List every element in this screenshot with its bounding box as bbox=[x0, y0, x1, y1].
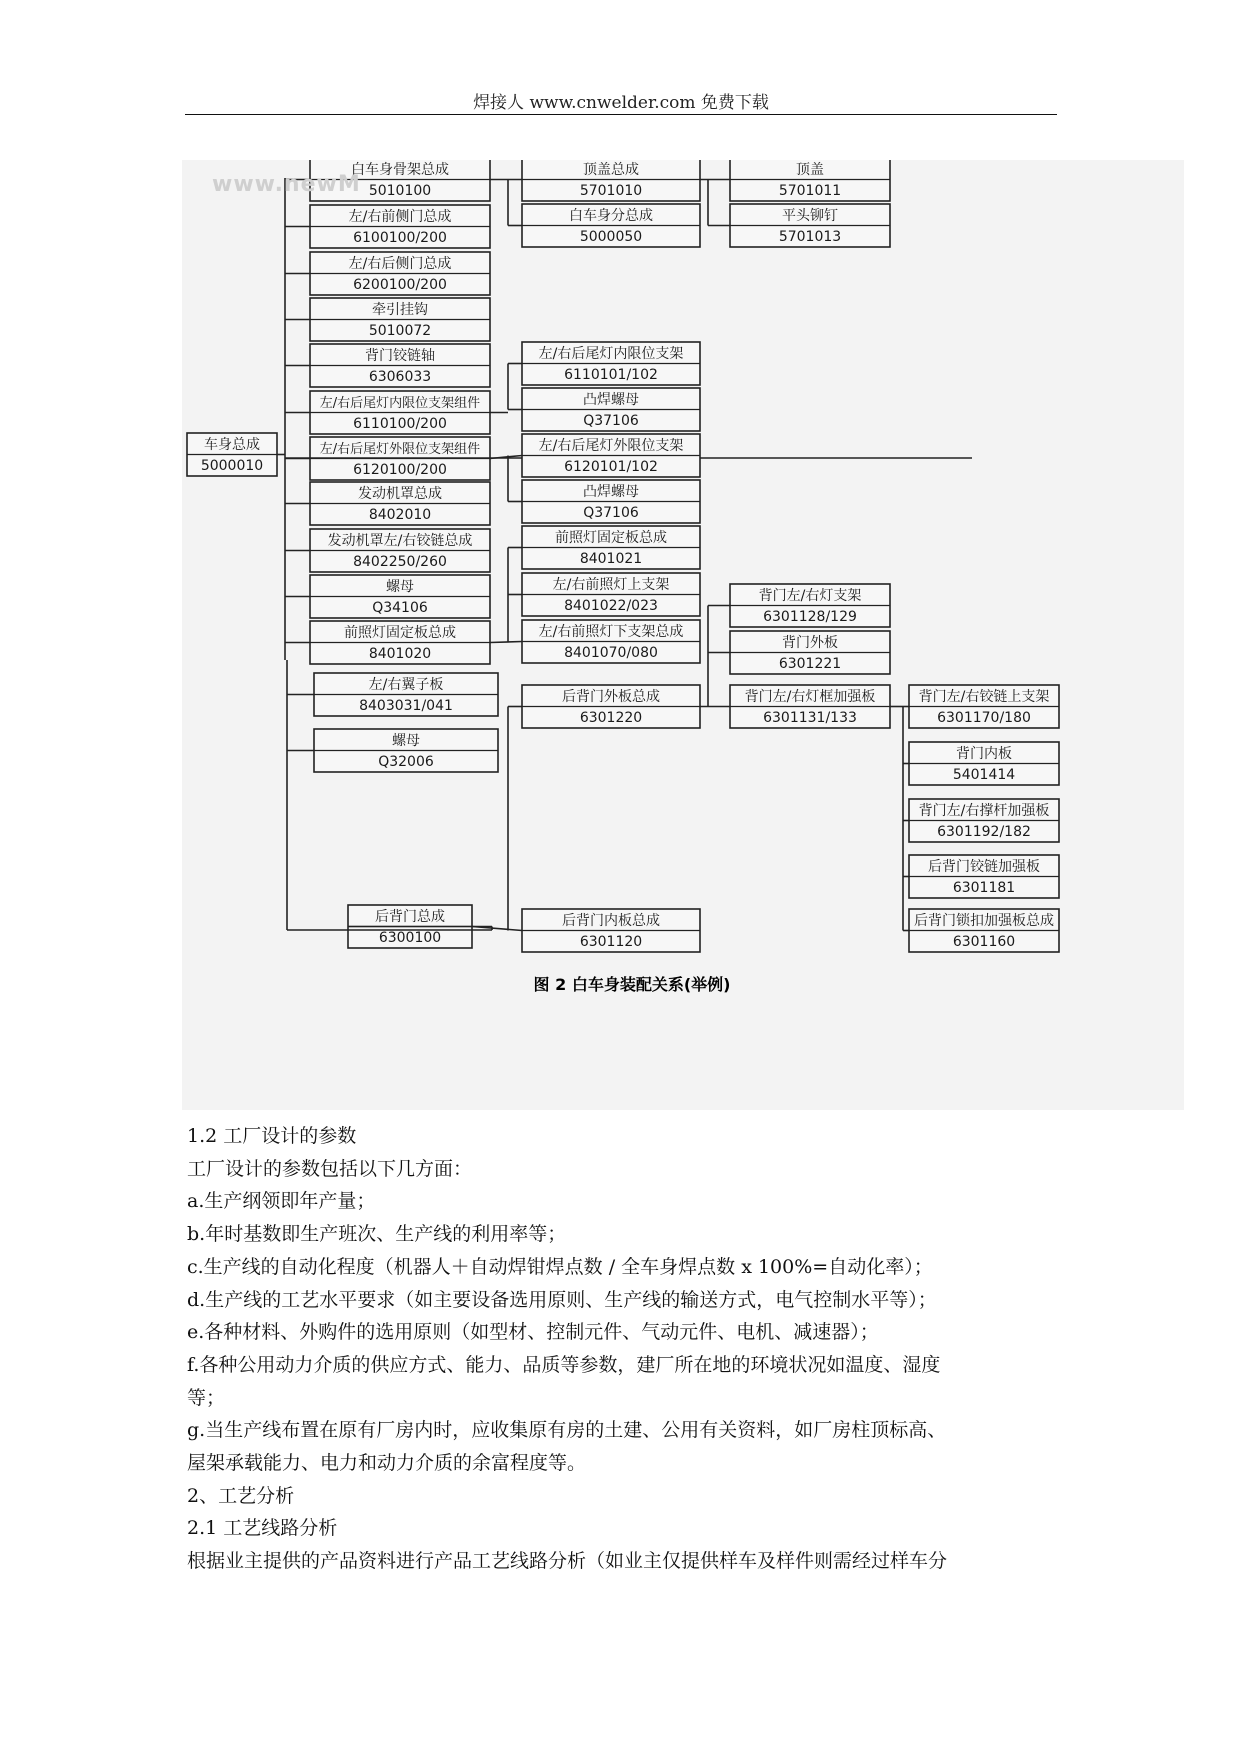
body-line: 根据业主提供的产品资料进行产品工艺线路分析（如业主仅提供样车及样件则需经过样车分 bbox=[187, 1550, 948, 1573]
part-code: 6301131/133 bbox=[763, 710, 857, 726]
part-code: Q37106 bbox=[583, 413, 639, 429]
part-name: 凸焊螺母 bbox=[583, 484, 639, 500]
part-code: 6100100/200 bbox=[353, 230, 447, 246]
part-name: 背门内板 bbox=[956, 746, 1012, 762]
connector-line bbox=[490, 642, 522, 643]
header-rule bbox=[185, 114, 1057, 115]
part-code: 8402250/260 bbox=[353, 554, 447, 570]
part-code: 5000050 bbox=[579, 229, 643, 245]
part-code: 6306033 bbox=[368, 369, 432, 385]
part-box bbox=[909, 742, 1059, 785]
part-code: 6301181 bbox=[952, 880, 1016, 896]
part-box bbox=[310, 575, 490, 618]
part-code: 8401022/023 bbox=[564, 598, 658, 614]
part-box bbox=[909, 855, 1059, 898]
part-name: 发动机罩总成 bbox=[358, 486, 442, 502]
part-code: 5010100 bbox=[368, 183, 432, 199]
part-box bbox=[310, 252, 490, 295]
part-box bbox=[730, 685, 890, 728]
part-code: 6301170/180 bbox=[937, 710, 1031, 726]
part-code: Q32006 bbox=[378, 754, 434, 770]
body-line: 屋架承载能力、电力和动力介质的余富程度等。 bbox=[187, 1452, 587, 1475]
assembly-tree-svg bbox=[182, 160, 1184, 1110]
part-code: 6300100 bbox=[378, 930, 442, 946]
part-code: 6110101/102 bbox=[564, 367, 658, 383]
part-name: 后背门锁扣加强板总成 bbox=[914, 913, 1054, 929]
part-code: 5701010 bbox=[579, 183, 643, 199]
part-box bbox=[314, 673, 498, 716]
part-code: 6120100/200 bbox=[353, 462, 447, 478]
part-name: 背门左/右撑杆加强板 bbox=[918, 803, 1050, 819]
part-name: 背门左/右铰链上支架 bbox=[918, 689, 1050, 705]
part-name: 后背门内板总成 bbox=[562, 913, 660, 929]
body-line: 等； bbox=[187, 1386, 226, 1409]
part-name: 发动机罩左/右铰链总成 bbox=[327, 533, 473, 549]
part-name: 背门铰链轴 bbox=[365, 348, 435, 364]
part-box bbox=[522, 573, 700, 616]
part-name: 白车身骨架总成 bbox=[351, 162, 449, 178]
part-code: 8401020 bbox=[368, 646, 432, 662]
part-box bbox=[522, 909, 700, 952]
body-line: d.生产线的工艺水平要求（如主要设备选用原则、生产线的输送方式，电气控制水平等）； bbox=[187, 1288, 937, 1311]
body-line: 1.2 工厂设计的参数 bbox=[187, 1125, 357, 1147]
part-code: 6120101/102 bbox=[564, 459, 658, 475]
part-name: 螺母 bbox=[392, 733, 420, 749]
part-name: 左/右前照灯下支架总成 bbox=[538, 624, 684, 640]
part-name: 顶盖 bbox=[796, 162, 824, 178]
part-code: 6301192/182 bbox=[937, 824, 1031, 840]
part-name: 左/右前侧门总成 bbox=[348, 209, 452, 225]
part-box bbox=[730, 584, 890, 627]
page-header: 焊接人 www.cnwelder.com 免费下载 bbox=[473, 93, 769, 113]
part-code: 5401414 bbox=[952, 767, 1016, 783]
part-name: 背门左/右灯框加强板 bbox=[744, 689, 876, 705]
part-box bbox=[310, 529, 490, 572]
part-box bbox=[522, 434, 700, 477]
part-box bbox=[522, 342, 700, 385]
part-box bbox=[187, 433, 277, 476]
body-line: f.各种公用动力介质的供应方式、能力、品质等参数，建厂所在地的环境状况如温度、湿度 bbox=[187, 1353, 941, 1376]
part-box bbox=[310, 482, 490, 525]
part-box bbox=[310, 298, 490, 341]
part-box bbox=[522, 160, 700, 201]
body-line: 工厂设计的参数包括以下几方面： bbox=[187, 1157, 473, 1180]
part-code: 5701013 bbox=[778, 229, 842, 245]
part-name: 牵引挂钩 bbox=[372, 302, 428, 318]
part-name: 左/右后尾灯外限位支架 bbox=[538, 438, 684, 454]
part-name: 前照灯固定板总成 bbox=[555, 530, 667, 546]
part-name: 左/右后尾灯内限位支架组件 bbox=[319, 396, 481, 411]
part-name: 凸焊螺母 bbox=[583, 392, 639, 408]
part-name: 白车身分总成 bbox=[569, 208, 653, 224]
body-line: 2.1 工艺线路分析 bbox=[187, 1517, 338, 1540]
part-box bbox=[310, 391, 490, 434]
part-name: 后背门外板总成 bbox=[562, 689, 660, 705]
part-code: Q34106 bbox=[372, 600, 428, 616]
part-name: 螺母 bbox=[386, 579, 414, 595]
part-name: 车身总成 bbox=[204, 437, 260, 453]
part-box bbox=[522, 526, 700, 569]
figure-caption: 图 2 白车身装配关系(举例) bbox=[533, 975, 731, 994]
part-name: 左/右后侧门总成 bbox=[348, 256, 452, 272]
part-code: 6301160 bbox=[952, 934, 1016, 950]
part-code: 6301221 bbox=[778, 656, 842, 672]
part-name: 后背门总成 bbox=[375, 909, 445, 925]
body-line: a.生产纲领即年产量； bbox=[187, 1190, 376, 1213]
part-name: 后背门铰链加强板 bbox=[928, 859, 1040, 875]
part-code: 6200100/200 bbox=[353, 277, 447, 293]
part-name: 顶盖总成 bbox=[583, 162, 639, 178]
part-name: 左/右后尾灯内限位支架 bbox=[538, 346, 684, 362]
part-box bbox=[909, 685, 1059, 728]
part-code: 5000010 bbox=[200, 458, 264, 474]
body-text bbox=[187, 1120, 1067, 1578]
part-box bbox=[310, 205, 490, 248]
part-code: 6110100/200 bbox=[353, 416, 447, 432]
part-box bbox=[730, 204, 890, 247]
body-line: e.各种材料、外购件的选用原则（如型材、控制元件、气动元件、电机、减速器）； bbox=[187, 1321, 879, 1344]
body-line: b.年时基数即生产班次、生产线的利用率等； bbox=[187, 1223, 567, 1246]
body-line: g.当生产线布置在原有厂房内时，应收集原有房的土建、公用有关资料，如厂房柱顶标高、 bbox=[187, 1419, 947, 1442]
part-box bbox=[522, 620, 700, 663]
part-code: Q37106 bbox=[583, 505, 639, 521]
part-box bbox=[909, 909, 1059, 952]
body-line: 2、工艺分析 bbox=[187, 1484, 295, 1507]
part-code: 5010072 bbox=[368, 323, 432, 339]
part-name: 背门外板 bbox=[782, 635, 838, 651]
part-box bbox=[730, 160, 890, 201]
part-box bbox=[522, 480, 700, 523]
part-code: 6301120 bbox=[579, 934, 643, 950]
part-box bbox=[909, 799, 1059, 842]
part-name: 左/右后尾灯外限位支架组件 bbox=[319, 442, 481, 457]
part-code: 8402010 bbox=[368, 507, 432, 523]
part-code: 8401070/080 bbox=[564, 645, 658, 661]
part-name: 平头铆钉 bbox=[782, 208, 838, 224]
body-line: c.生产线的自动化程度（机器人＋自动焊钳焊点数 / 全车身焊点数 x 100%=自动化率）； bbox=[187, 1255, 933, 1278]
part-code: 6301128/129 bbox=[763, 609, 857, 625]
part-box bbox=[730, 631, 890, 674]
part-box bbox=[522, 685, 700, 728]
part-code: 5701011 bbox=[778, 183, 842, 199]
part-code: 6301220 bbox=[579, 710, 643, 726]
part-box bbox=[522, 204, 700, 247]
assembly-diagram bbox=[182, 160, 1184, 1110]
part-box bbox=[310, 621, 490, 664]
part-name: 背门左/右灯支架 bbox=[758, 588, 862, 604]
part-name: 前照灯固定板总成 bbox=[344, 625, 456, 641]
part-code: 8401021 bbox=[579, 551, 643, 567]
part-box bbox=[310, 344, 490, 387]
watermark: www.newM bbox=[212, 172, 361, 197]
part-box bbox=[522, 388, 700, 431]
part-box bbox=[314, 729, 498, 772]
part-name: 左/右翼子板 bbox=[368, 677, 444, 693]
part-name: 左/右前照灯上支架 bbox=[552, 577, 670, 593]
part-code: 8403031/041 bbox=[359, 698, 453, 714]
